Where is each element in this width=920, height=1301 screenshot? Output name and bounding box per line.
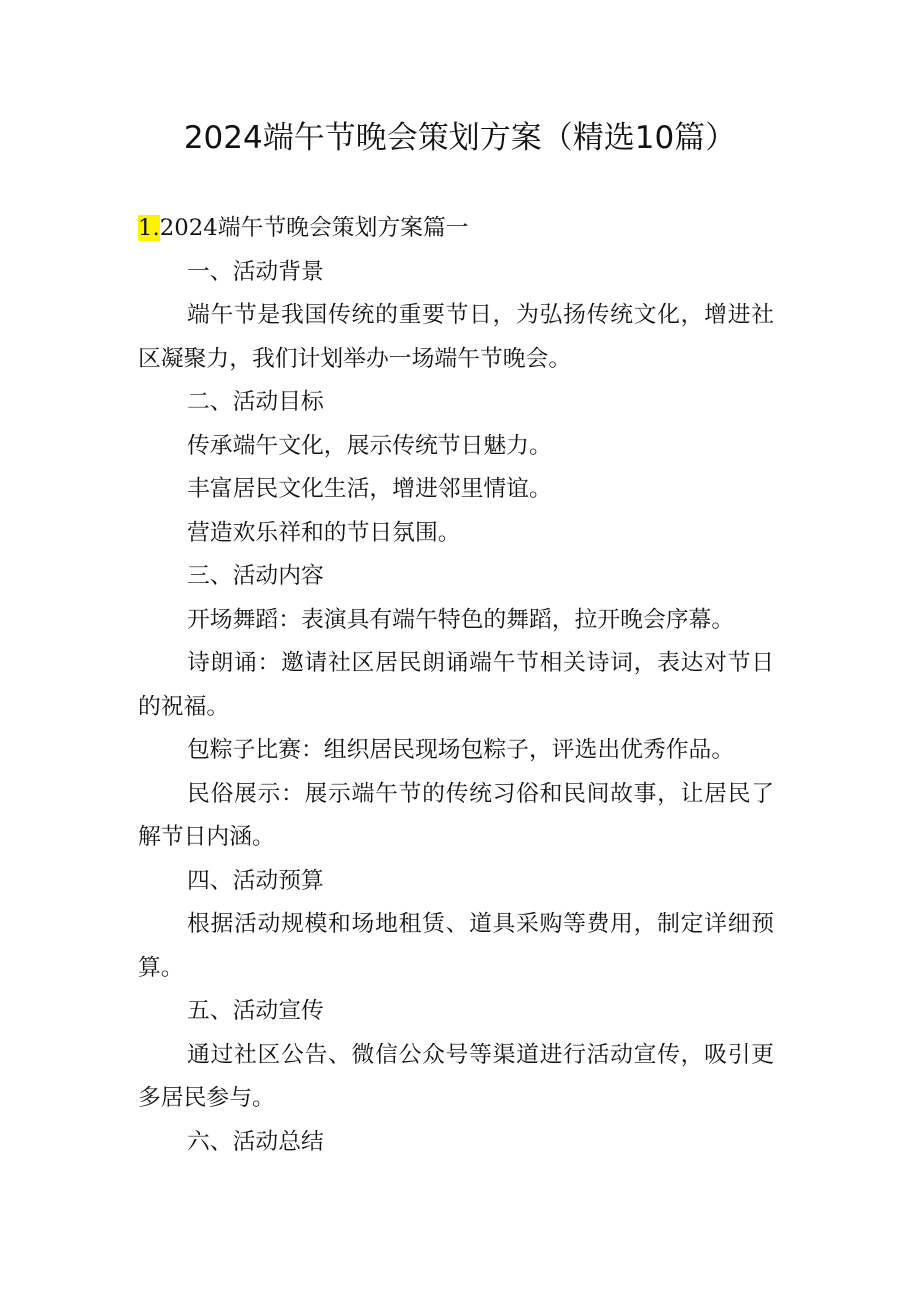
paragraph-content-dance: 开场舞蹈：表演具有端午特色的舞蹈，拉开晚会序幕。 <box>187 606 735 633</box>
article-number-highlight: 1. <box>138 215 160 241</box>
paragraph-goal-3: 营造欢乐祥和的节日氛围。 <box>187 519 461 546</box>
paragraph-content-folk: 民俗展示：展示端午节的传统习俗和民间故事，让居民了解节日内涵。 <box>138 780 774 850</box>
paragraph-goal-1: 传承端午文化，展示传统节日魅力。 <box>187 432 552 459</box>
section-heading-budget: 四、活动预算 <box>187 867 324 894</box>
section-heading-goals: 二、活动目标 <box>187 389 324 415</box>
paragraph-budget: 根据活动规模和场地租赁、道具采购等费用，制定详细预算。 <box>138 911 774 981</box>
paragraph-content-zongzi: 包粽子比赛：组织居民现场包粽子，评选出优秀作品。 <box>187 737 735 763</box>
document-body <box>138 207 774 1164</box>
paragraph-publicity: 通过社区公告、微信公众号等渠道进行活动宣传，吸引更多居民参与。 <box>138 1041 774 1111</box>
document-title: 2024端午节晚会策划方案（精选10篇） <box>183 120 737 156</box>
paragraph-background: 端午节是我国传统的重要节日，为弘扬传统文化，增进社区凝聚力，我们计划举办一场端午节晚会。 <box>138 302 774 372</box>
article-title: 2024端午节晚会策划方案篇一 <box>159 215 469 241</box>
article-heading <box>138 207 774 251</box>
paragraph-content-poetry: 诗朗诵：邀请社区居民朗诵端午节相关诗词，表达对节日的祝福。 <box>138 650 774 720</box>
section-heading-background: 一、活动背景 <box>187 258 324 285</box>
section-heading-content: 三、活动内容 <box>187 563 324 589</box>
section-heading-publicity: 五、活动宣传 <box>187 998 324 1024</box>
section-heading-summary: 六、活动总结 <box>187 1128 324 1155</box>
paragraph-goal-2: 丰富居民文化生活，增进邻里情谊。 <box>187 476 552 502</box>
